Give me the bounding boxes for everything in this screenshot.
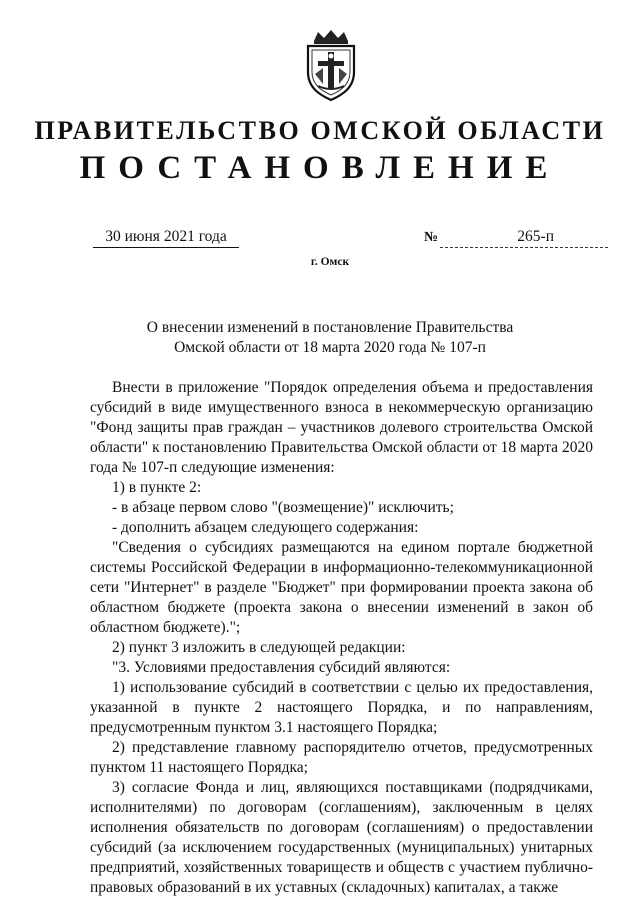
body-paragraph: "3. Условиями предоставления субсидий являются: <box>112 659 451 676</box>
body-paragraph: Внести в приложение "Порядок определения объема и предоставления субсидий в виде имущественного взноса в некоммерческую организацию "Фонд защиты прав граждан – участников долевого строительства Омской области" к постановлению Правительства Омской области от 18 марта 2020 года № 107-п следующие изменения: <box>90 379 593 476</box>
document-body <box>90 378 593 898</box>
document-subject <box>0 318 640 358</box>
body-paragraph: "Сведения о субсидиях размещаются на едином портале бюджетной системы Российской Федерации в информационно-телекоммуникационной сети "Интернет" в разделе "Бюджет" при формировании проекта закона об областном бюджете (проекта закона о внесении изменений в закон об областном бюджете)."; <box>90 539 593 636</box>
number-sign: № <box>424 230 439 245</box>
body-paragraph: - дополнить абзацем следующего содержания: <box>112 519 419 536</box>
city: г. Омск <box>310 256 350 268</box>
body-paragraph: 1) в пункте 2: <box>112 479 202 496</box>
document-number: 265-п <box>517 228 554 245</box>
subject-line-1: О внесении изменений в постановление Правительства <box>146 319 514 336</box>
body-paragraph: 1) использование субсидий в соответствии с целью их предоставления, указанной в пункте 2 настоящего Порядка, и по направлениям, предусмотренным пунктом 3.1 настоящего Порядка; <box>90 679 593 736</box>
document-date: 30 июня 2021 года <box>93 228 239 248</box>
document-type: ПОСТАНОВЛЕНИЕ <box>79 150 561 186</box>
subject-line-2: Омской области от 18 марта 2020 года № 107-п <box>174 339 486 356</box>
omsk-coat-of-arms-icon <box>300 28 362 102</box>
body-paragraph: 2) пункт 3 изложить в следующей редакции: <box>112 639 406 656</box>
document-number-field <box>440 228 608 248</box>
body-paragraph: - в абзаце первом слово "(возмещение)" исключить; <box>112 499 454 516</box>
body-paragraph: 2) представление главному распорядителю отчетов, предусмотренных пунктом 11 настоящего Порядка; <box>90 739 593 776</box>
body-paragraph: 3) согласие Фонда и лиц, являющихся поставщиками (подрядчиками, исполнителями) по договорам (соглашениям), заключенным в целях исполнения обязательств по договорам (соглашениям) о предоставлении субсидий (за исключением государственных (муниципальных) унитарных предприятий, хозяйственных товариществ и обществ с участием публично-правовых образований в их уставных (складочных) капиталах, а также <box>90 779 593 896</box>
government-title: ПРАВИТЕЛЬСТВО ОМСКОЙ ОБЛАСТИ <box>34 116 606 145</box>
